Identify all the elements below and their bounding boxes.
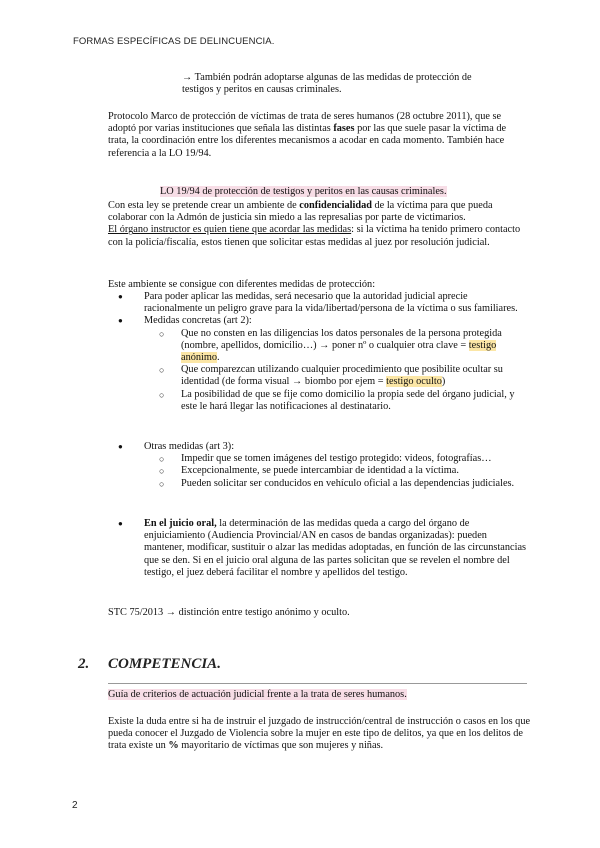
oculto-text-b: ): [441, 376, 446, 388]
ley-bold: confidencialidad: [299, 200, 372, 211]
list-item-oculto: [144, 364, 528, 388]
section-divider: [108, 683, 527, 684]
otras-list: [108, 441, 528, 490]
bullet-circle: ○: [159, 478, 165, 489]
list-item-otras: [108, 441, 528, 490]
list-item-domicilio: [144, 389, 528, 413]
list-item: [144, 453, 528, 465]
concretas-label: Medidas concretas (art 2):: [144, 315, 252, 327]
bullet-circle: ○: [159, 328, 165, 339]
ley-text-a: Con esta ley se pretende crear un ambiente de: [108, 200, 300, 211]
bullet-circle: ○: [159, 389, 165, 400]
guia-heading: [108, 689, 407, 701]
otras-sublist: [144, 453, 528, 490]
bullet-dot: ●: [118, 519, 123, 528]
list-item: [144, 465, 528, 477]
bullet-dot: ●: [118, 442, 123, 451]
juicio-list: [108, 518, 528, 579]
stc-paragraph: STC 75/2013 → distinción entre testigo anónimo y oculto.: [108, 607, 350, 618]
otras-label: Otras medidas (art 3):: [144, 441, 235, 452]
otras-item-text: Excepcionalmente, se puede intercambiar de identidad a la víctima.: [181, 465, 459, 477]
juicio-text: la determinación de las medidas queda a cargo del órgano de enjuiciamiento (Audiencia Provincial/AN en casos de bandas organizadas): pueden mantener, modificar, sustituir o alzar las medidas adoptadas, en función de las circunstancias que se den. Si en el juicio oral alguna de las partes solicitan que se revelen el nombre del testigo, el juez deberá facilitar el nombre y apellidos del testigo.: [144, 518, 527, 578]
section-heading: [78, 656, 221, 673]
otras-item-text: Impedir que se tomen imágenes del testigo protegido: videos, fotografías…: [181, 453, 492, 465]
ley-text-c: : si la víctima ha tenido primero contacto con la policía/fiscalía, estos tienen que solicitar estas medidas al juez por resolución judicial.: [108, 224, 521, 248]
bullet-dot: ●: [118, 292, 123, 301]
concretas-sublist: [144, 328, 528, 413]
protocolo-paragraph: [108, 111, 528, 160]
page-number: 2: [72, 800, 78, 811]
existe-paragraph: [108, 716, 533, 753]
existe-bold: %: [168, 740, 179, 752]
existe-text-b: mayoritario de víctimas que son mujeres y niñas.: [178, 740, 384, 752]
oculto-text-a: Que comparezcan utilizando cualquier procedimiento que posibilite ocultar su identidad (de forma visual → biombo por ejem =: [181, 364, 503, 388]
existe-text-a: Existe la duda entre si ha de instruir el juzgado de instrucción/central de instrucción o casos en los que pueda conocer el Juzgado de Violencia sobre la mujer en este tipo de delitos, ya que en los delitos de trata existe un: [108, 716, 531, 752]
list-item-aplicar: [108, 291, 528, 315]
protocolo-bold: fases: [333, 123, 355, 135]
bullet-circle: ○: [159, 466, 165, 477]
ley-text-b: de la víctima para que pueda colaborar con la Admón de justicia sin miedo a las represalias por parte de victimarios.: [108, 200, 493, 224]
bullet-dot: ●: [118, 316, 123, 326]
list-item-juicio: [108, 518, 528, 579]
lo-heading-text: LO 19/94 de protección de testigos y peritos en las causas criminales.: [160, 186, 447, 197]
ley-paragraph: [108, 200, 528, 249]
testigo-anonimo-highlight: testigo anónimo: [181, 339, 497, 364]
anonimo-text-b: .: [217, 352, 220, 364]
otras-item-text: Pueden solicitar ser conducidos en vehículo oficial a las dependencias judiciales.: [181, 477, 515, 489]
protection-note: → También podrán adoptarse algunas de las medidas de protección de testigos y peritos en causas criminales.: [182, 72, 472, 96]
measures-list: [108, 291, 528, 413]
list-item: [144, 478, 528, 490]
ambiente-paragraph: Este ambiente se consigue con diferentes medidas de protección:: [108, 279, 376, 290]
testigo-oculto-highlight: testigo oculto: [386, 376, 442, 388]
page-header: FORMAS ESPECÍFICAS DE DELINCUENCIA.: [73, 36, 275, 47]
protocolo-text-a: Protocolo Marco de protección de víctimas de trata de seres humanos (28 octubre 2011), que se adoptó por varias instituciones que señala las distintas: [108, 111, 502, 135]
lo-heading: [160, 186, 447, 198]
guia-text: Guía de criterios de actuación judicial frente a la trata de seres humanos.: [108, 689, 407, 700]
section-title: COMPETENCIA.: [108, 656, 221, 672]
list-item-concretas: [108, 315, 528, 413]
protocolo-text-b: por las que suele pasar la víctima de trata, la coordinación entre los diferentes mecanismos a acodar en cada momento. También hace referencia a la LO 19/94.: [108, 123, 507, 159]
juicio-bold: En el juicio oral,: [144, 518, 217, 529]
list-item-anonimo: [144, 328, 528, 365]
bullet-circle: ○: [159, 454, 165, 465]
aplicar-text: Para poder aplicar las medidas, será necesario que la autoridad judicial aprecie racionalmente un peligro grave para la vida/libertad/persona de la víctima o sus familiares.: [144, 291, 518, 315]
bullet-circle: ○: [159, 365, 165, 376]
ley-underlined: El órgano instructor es quien tiene que acordar las medidas: [108, 224, 352, 236]
anonimo-text-a: Que no consten en las diligencias los datos personales de la persona protegida (nombre, apellidos, domicilio…) → poner nº o cualquier otra clave =: [181, 327, 502, 351]
section-number: 2.: [78, 656, 90, 672]
domicilio-text: La posibilidad de que se fije como domicilio la propia sede del órgano judicial, y este le hará llegar las notificaciones al destinatario.: [181, 388, 515, 412]
